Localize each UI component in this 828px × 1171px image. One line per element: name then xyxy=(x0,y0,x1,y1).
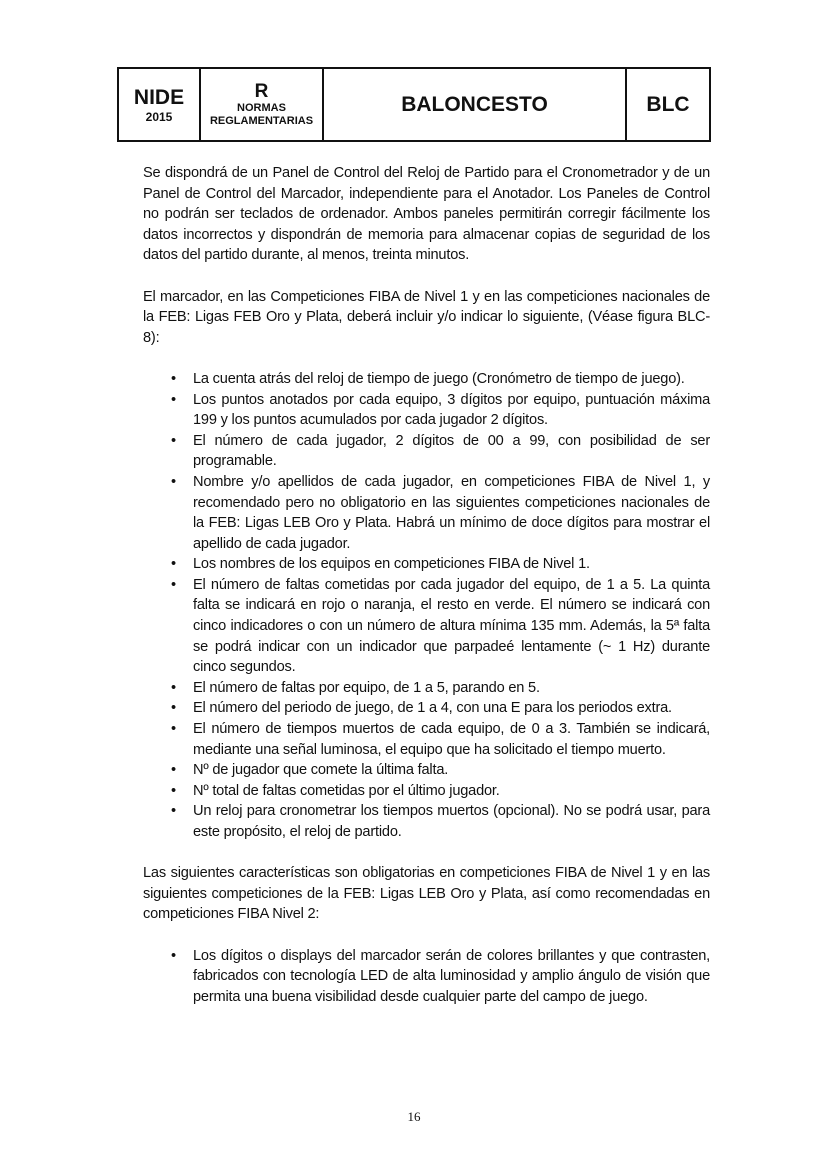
list-item: • Nº de jugador que comete la última falta. xyxy=(193,760,710,781)
list-item: • El número de faltas por equipo, de 1 a 5, parando en 5. xyxy=(193,678,710,699)
normas-label: NORMAS xyxy=(237,101,286,114)
list-item: • Los puntos anotados por cada equipo, 3 dígitos por equipo, puntuación máxima 199 y los puntos acumulados por cada jugador 2 dígitos. xyxy=(193,390,710,431)
year-label: 2015 xyxy=(145,109,173,124)
list-item: • Los nombres de los equipos en competiciones FIBA de Nivel 1. xyxy=(193,554,710,575)
list-item: • El número del periodo de juego, de 1 a 4, con una E para los periodos extra. xyxy=(193,698,710,719)
header-r-cell xyxy=(201,69,324,140)
page-number: 16 xyxy=(407,1109,421,1124)
r-label: R xyxy=(254,80,269,102)
nide-label: NIDE xyxy=(133,85,185,109)
document-code: BLC xyxy=(646,92,690,116)
list-item: • El número de tiempos muertos de cada equipo, de 0 a 3. También se indicará, mediante una señal luminosa, el equipo que ha solicitado el tiempo muerto. xyxy=(193,719,710,760)
paragraph: Las siguientes características son obligatorias en competiciones FIBA de Nivel 1 y en las siguientes competiciones de la FEB: Ligas LEB Oro y Plata, así como recomendadas en competiciones FIBA Nivel 2: xyxy=(143,865,710,923)
bullet-list xyxy=(143,369,710,843)
reglamentarias-label: REGLAMENTARIAS xyxy=(209,114,314,127)
list-item: • La cuenta atrás del reloj de tiempo de juego (Cronómetro de tiempo de juego). xyxy=(193,369,710,390)
list-item: • Los dígitos o displays del marcador serán de colores brillantes y que contrasten, fabricados con tecnología LED de alta luminosidad y amplio ángulo de visión que permita una buena visibilidad desde cualquier parte del campo de juego. xyxy=(193,946,710,1008)
document-body xyxy=(143,163,710,1028)
list-item: • Nº total de faltas cometidas por el último jugador. xyxy=(193,781,710,802)
list-item: • Un reloj para cronometrar los tiempos muertos (opcional). No se podrá usar, para este propósito, el reloj de partido. xyxy=(193,801,710,842)
bullet-list xyxy=(143,946,710,1008)
list-item: • Nombre y/o apellidos de cada jugador, en competiciones FIBA de Nivel 1, y recomendado pero no obligatorio en las siguientes competiciones nacionales de la FEB: Ligas LEB Oro y Plata. Habrá un mínimo de doce dígitos para mostrar el apellido de cada jugador. xyxy=(193,472,710,554)
header-title-cell xyxy=(324,69,627,140)
header-code-cell xyxy=(627,69,709,140)
header-nide-cell xyxy=(119,69,201,140)
paragraph: El marcador, en las Competiciones FIBA de Nivel 1 y en las competiciones nacionales de la FEB: Ligas FEB Oro y Plata, deberá incluir y/o indicar lo siguiente, (Véase figura BLC-8): xyxy=(143,288,710,346)
document-title: BALONCESTO xyxy=(401,92,548,116)
list-item: • El número de cada jugador, 2 dígitos de 00 a 99, con posibilidad de ser programable. xyxy=(193,431,710,472)
header-table xyxy=(117,67,711,142)
paragraph: Se dispondrá de un Panel de Control del Reloj de Partido para el Cronometrador y de un Panel de Control del Marcador, independiente para el Anotador. Los Paneles de Control no podrán ser teclados de ordenador. Ambos paneles permitirán corregir fácilmente los datos incorrectos y dispondrán de memoria para almacenar copias de seguridad de los datos del partido durante, al menos, treinta minutos. xyxy=(143,165,710,264)
list-item: • El número de faltas cometidas por cada jugador del equipo, de 1 a 5. La quinta falta se indicará en rojo o naranja, el resto en verde. El número se indicará con cinco indicadores o con un número de altura mínima 135 mm. Además, la 5ª falta se podrá indicar con un indicador que parpadeé lentamente (~ 1 Hz) durante cinco segundos. xyxy=(193,575,710,678)
